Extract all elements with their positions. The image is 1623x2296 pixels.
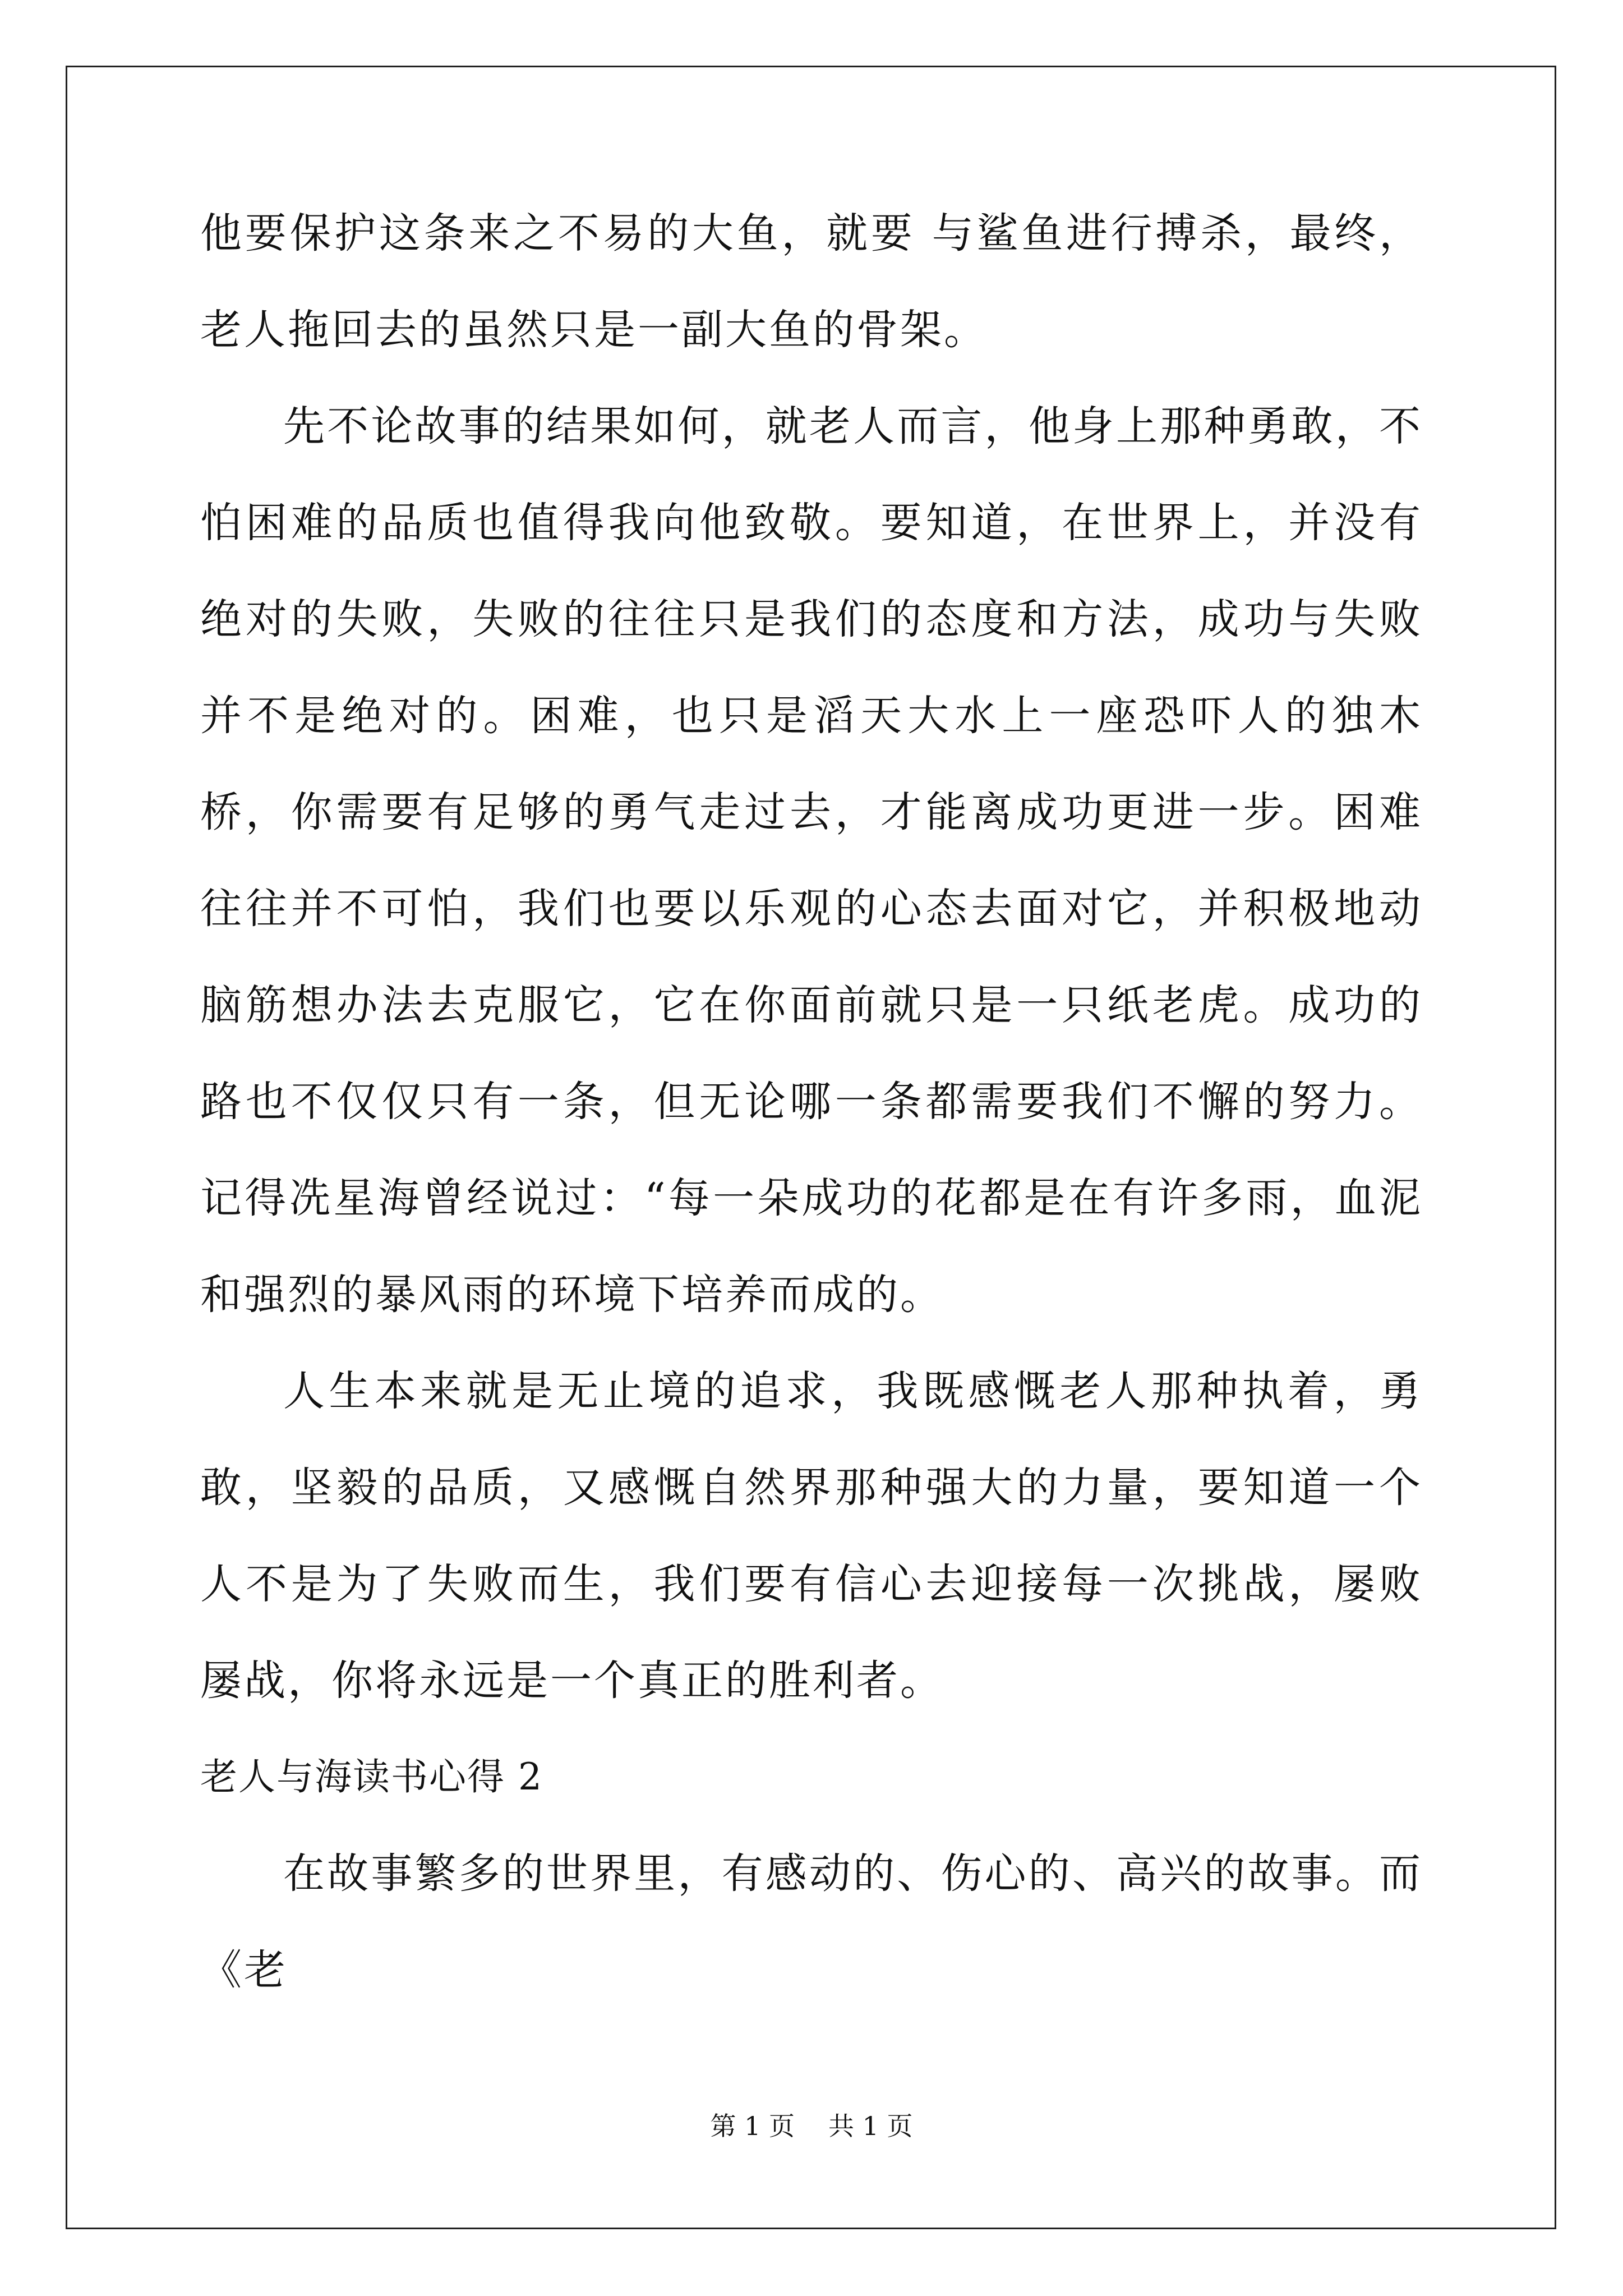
- section-heading: 老人与海读书心得 2: [200, 1755, 543, 1798]
- paragraph-2: 先不论故事的结果如何，就老人而言，他身上那种勇敢，不怕困难的品质也值得我向他致敬。要知道，在世界上，并没有绝对的失败，失败的往往只是我们的态度和方法，成功与失败并不是绝对的。困难，也只是滔天大水上一座恐吓人的独木桥，你需要有足够的勇气走过去，才能离成功更进一步。困难往往并不可怕，我们也要以乐观的心态去面对它，并积极地动脑筋想办法去克服它，它在你面前就只是一只纸老虎。成功的路也不仅仅只有一条，但无论哪一条都需要我们不懈的努力。记得冼星海曾经说过：“每一朵成功的花都是在有许多雨，血泥和强烈的暴风雨的环境下培养而成的。: [200, 402, 1423, 1319]
- paragraph-4: 在故事繁多的世界里，有感动的、伤心的、高兴的故事。而《老: [200, 1849, 1423, 1994]
- document-body: [200, 185, 1423, 2018]
- paragraph-3: 人生本来就是无止境的追求，我既感慨老人那种执着，勇敢，坚毅的品质，又感慨自然界那种强大的力量，要知道一个人不是为了失败而生，我们要有信心去迎接每一次挑战，屡败屡战，你将永远是一个真正的胜利者。: [200, 1367, 1423, 1705]
- paragraph-1: 他要保护这条来之不易的大鱼，就要 与鲨鱼进行搏杀，最终，老人拖回去的虽然只是一副大鱼的骨架。: [200, 209, 1423, 354]
- page-footer: [0, 2109, 1623, 2143]
- page-total: 共 1 页: [828, 2111, 913, 2141]
- page-number: 第 1 页: [710, 2111, 795, 2141]
